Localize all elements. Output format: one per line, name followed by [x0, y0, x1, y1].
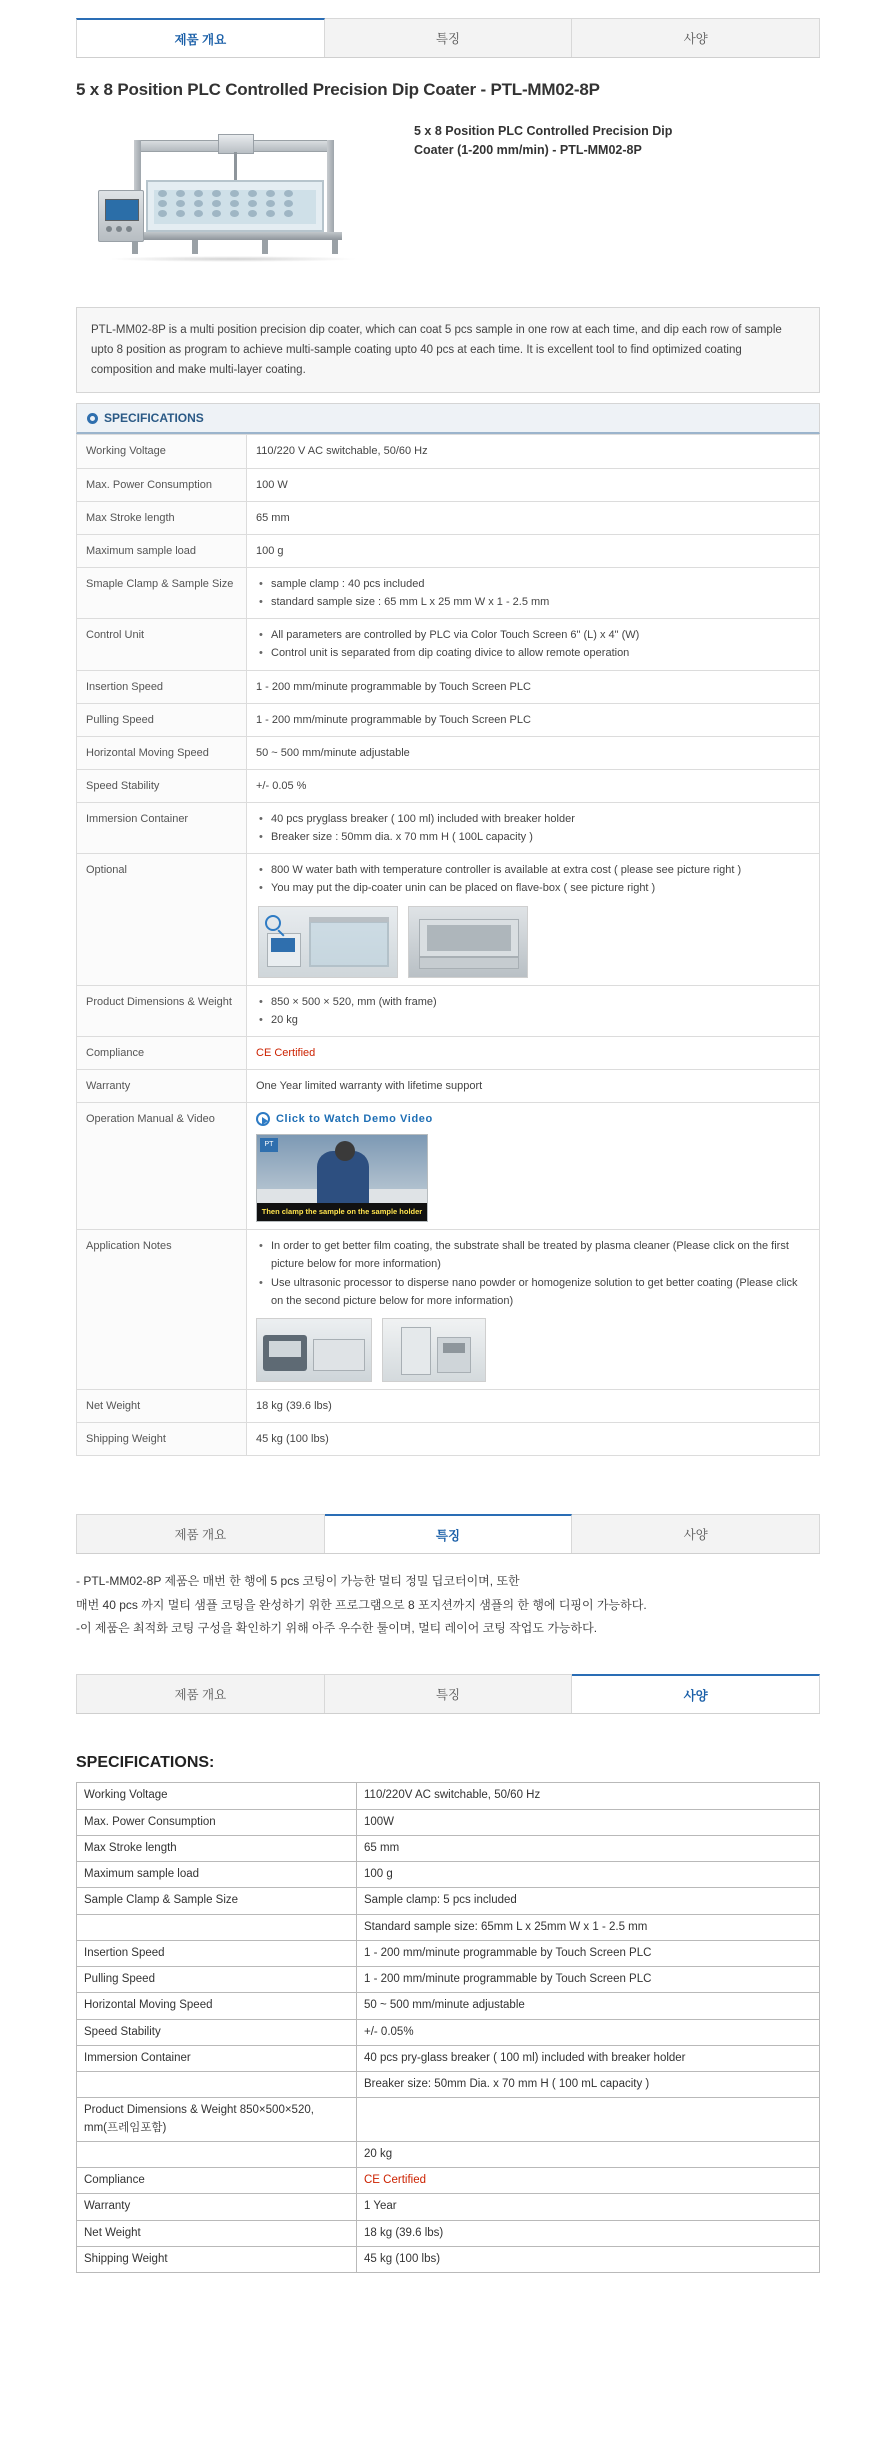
table-row	[77, 769, 820, 802]
table-row	[77, 1070, 820, 1103]
bullet-ring-icon	[87, 413, 98, 424]
spec-value: 100 W	[247, 468, 820, 501]
table-row	[77, 1036, 820, 1069]
tab-specs[interactable]	[572, 1674, 820, 1713]
tab-label: 특징	[435, 32, 461, 46]
spec-value: Sample clamp: 5 pcs included	[357, 1888, 820, 1914]
spec-value: 100 g	[247, 534, 820, 567]
tabbar-specs	[76, 1674, 820, 1714]
tab-features[interactable]	[325, 18, 573, 57]
tab-label: 사양	[683, 1528, 708, 1543]
spec-value: 50 ~ 500 mm/minute adjustable	[247, 736, 820, 769]
spec-bullet: • All parameters are controlled by PLC via Color Touch Screen 6" (L) x 4" (W)	[269, 626, 810, 644]
optional-images	[256, 906, 810, 978]
spec-bullet: • Control unit is separated from dip coating divice to allow remote operation	[269, 644, 810, 662]
table-row	[77, 736, 820, 769]
compliance-value: CE Certified	[357, 2168, 820, 2194]
specifications-table	[76, 434, 820, 1456]
spec-key: Immersion Container	[77, 803, 247, 854]
table-row	[77, 1230, 820, 1390]
spec-value: 20 kg	[357, 2141, 820, 2167]
table-row	[77, 1835, 820, 1861]
spec-value	[247, 803, 820, 854]
brand-logo: PT	[260, 1138, 278, 1152]
spec-value	[247, 854, 820, 985]
spec-key: Application Notes	[77, 1230, 247, 1390]
spec-value: 1 - 200 mm/minute programmable by Touch Screen PLC	[247, 670, 820, 703]
spec-value: 1 Year	[357, 2194, 820, 2220]
control-panel	[98, 190, 144, 242]
spec-key: Compliance	[77, 2168, 357, 2194]
spec-key: Speed Stability	[77, 769, 247, 802]
spec-key: Speed Stability	[77, 2019, 357, 2045]
specifications-header	[76, 403, 820, 434]
table-row	[77, 619, 820, 670]
spec-bullet: • 800 W water bath with temperature controller is available at extra cost ( please see picture right )	[269, 861, 810, 879]
spec-key: Product Dimensions & Weight 850×500×520, mm(프레임포함)	[77, 2098, 357, 2142]
spec-key: Shipping Weight	[77, 1423, 247, 1456]
table-row	[77, 1809, 820, 1835]
watch-demo-video-link[interactable]	[256, 1110, 810, 1128]
spec-value: 1 - 200 mm/minute programmable by Touch Screen PLC	[247, 703, 820, 736]
product-page	[0, 18, 896, 2273]
table-row	[77, 985, 820, 1036]
video-caption: Then clamp the sample on the sample holder	[257, 1203, 427, 1221]
specifications-header-label: SPECIFICATIONS	[104, 411, 204, 426]
spec-value: 18 kg (39.6 lbs)	[357, 2220, 820, 2246]
spec-key: Warranty	[77, 1070, 247, 1103]
tab-label: 사양	[683, 1689, 708, 1704]
water-bath-photo[interactable]	[258, 906, 398, 978]
table-row	[77, 567, 820, 618]
spec-key: Compliance	[77, 1036, 247, 1069]
table-row	[77, 854, 820, 985]
spec-key: Product Dimensions & Weight	[77, 985, 247, 1036]
spec-value: 1 - 200 mm/minute programmable by Touch Screen PLC	[357, 1967, 820, 1993]
video-link-label: Click to Watch Demo Video	[276, 1113, 433, 1126]
spec-bullet: • 20 kg	[269, 1011, 810, 1029]
spec-key: Optional	[77, 854, 247, 985]
specifications-table-bottom	[76, 1782, 820, 2273]
spec-key: Control Unit	[77, 619, 247, 670]
tab-label: 제품 개요	[174, 1528, 227, 1543]
features-text	[76, 1570, 820, 1640]
table-row	[77, 2194, 820, 2220]
compliance-value: CE Certified	[247, 1036, 820, 1069]
tab-label: 사양	[683, 32, 708, 46]
spec-key: Max Stroke length	[77, 501, 247, 534]
spec-value	[247, 985, 820, 1036]
table-row	[77, 435, 820, 468]
tab-overview[interactable]	[76, 18, 325, 57]
feature-line: 매번 40 pcs 까지 멀티 샘플 코팅을 완성하기 위한 프로그램으로 8 포지션까지 샘플의 한 행에 디핑이 가능하다.	[76, 1597, 647, 1612]
spec-value: 50 ~ 500 mm/minute adjustable	[357, 1993, 820, 2019]
spec-bullet: • sample clamp : 40 pcs included	[269, 575, 810, 593]
zoom-icon[interactable]	[265, 915, 281, 931]
dip-coater-illustration	[98, 128, 368, 258]
table-row	[77, 501, 820, 534]
table-row	[77, 1103, 820, 1230]
flave-box-photo[interactable]	[408, 906, 528, 978]
table-row	[77, 2098, 820, 2142]
spec-key: Operation Manual & Video	[77, 1103, 247, 1230]
spec-key: Insertion Speed	[77, 670, 247, 703]
spec-value: Standard sample size: 65mm L x 25mm W x 1 - 2.5 mm	[357, 1914, 820, 1940]
tabbar-overview	[76, 18, 820, 58]
spec-key: Net Weight	[77, 2220, 357, 2246]
table-row	[77, 2019, 820, 2045]
table-row	[77, 1862, 820, 1888]
tab-label: 특징	[435, 1688, 461, 1703]
spec-value: 45 kg (100 lbs)	[357, 2246, 820, 2272]
table-row	[77, 1389, 820, 1422]
hero-section	[76, 114, 820, 279]
spec-key: Insertion Speed	[77, 1940, 357, 1966]
table-row	[77, 703, 820, 736]
page-title: 5 x 8 Position PLC Controlled Precision Dip Coater - PTL-MM02-8P	[76, 80, 600, 99]
ultrasonic-processor-photo[interactable]	[382, 1318, 486, 1382]
spec-bullet: • Use ultrasonic processor to disperse nano powder or homogenize solution to get better coating (Please click on the second picture below for more information)	[269, 1274, 810, 1310]
tab-label: 제품 개요	[174, 1688, 227, 1703]
tab-label: 특징	[435, 1529, 461, 1544]
spec-key: Max. Power Consumption	[77, 1809, 357, 1835]
spec-key: Smaple Clamp & Sample Size	[77, 567, 247, 618]
spec-value	[247, 567, 820, 618]
hero-caption: 5 x 8 Position PLC Controlled Precision Dip Coater (1-200 mm/min) - PTL-MM02-8P	[414, 124, 673, 157]
spec-value: One Year limited warranty with lifetime support	[247, 1070, 820, 1103]
spec-value: 65 mm	[247, 501, 820, 534]
table-row	[77, 2141, 820, 2167]
plasma-cleaner-photo[interactable]	[256, 1318, 372, 1382]
spec-value	[247, 619, 820, 670]
spec-value: 110/220 V AC switchable, 50/60 Hz	[247, 435, 820, 468]
spec-key: Max. Power Consumption	[77, 468, 247, 501]
spec-bullet: • Breaker size : 50mm dia. x 70 mm H ( 100L capacity )	[269, 828, 810, 846]
spec-value: 45 kg (100 lbs)	[247, 1423, 820, 1456]
tabbar-features	[76, 1514, 820, 1554]
tab-overview[interactable]	[76, 1514, 325, 1553]
spec-bullet: • In order to get better film coating, the substrate shall be treated by plasma cleaner (Please click on the first picture below for more information)	[269, 1237, 810, 1273]
specifications-title: SPECIFICATIONS:	[76, 1754, 215, 1772]
spec-value: 18 kg (39.6 lbs)	[247, 1389, 820, 1422]
spec-key: Horizontal Moving Speed	[77, 736, 247, 769]
spec-key: Pulling Speed	[77, 703, 247, 736]
spec-key: Shipping Weight	[77, 2246, 357, 2272]
table-row	[77, 1993, 820, 2019]
spec-key: Maximum sample load	[77, 534, 247, 567]
spec-value: 40 pcs pry-glass breaker ( 100 ml) included with breaker holder	[357, 2045, 820, 2071]
product-description: PTL-MM02-8P is a multi position precision dip coater, which can coat 5 pcs sample in one row at each time, and dip each row of sample upto 8 position as program to achieve multi-sample coating upto 40 pcs at each time. It is excellent tool to find optimized coating composition and make multi-layer coating.	[76, 307, 820, 393]
table-row	[77, 2168, 820, 2194]
tab-features[interactable]	[325, 1514, 573, 1553]
tab-overview[interactable]	[76, 1674, 325, 1713]
table-row	[77, 468, 820, 501]
table-row	[77, 1967, 820, 1993]
table-row	[77, 803, 820, 854]
spec-bullet: • standard sample size : 65 mm L x 25 mm W x 1 - 2.5 mm	[269, 593, 810, 611]
spec-value	[357, 2098, 820, 2142]
spec-key	[77, 2141, 357, 2167]
spec-value: 100W	[357, 1809, 820, 1835]
spec-key: Horizontal Moving Speed	[77, 1993, 357, 2019]
feature-line: -이 제품은 최적화 코팅 구성을 확인하기 위해 아주 우수한 툴이며, 멀티 레이어 코팅 작업도 가능하다.	[76, 1620, 598, 1635]
spec-key: Sample Clamp & Sample Size	[77, 1888, 357, 1914]
spec-key: Maximum sample load	[77, 1862, 357, 1888]
table-row	[77, 2246, 820, 2272]
table-row	[77, 534, 820, 567]
tab-label: 제품 개요	[174, 33, 227, 47]
spec-key	[77, 1914, 357, 1940]
spec-key: Immersion Container	[77, 2045, 357, 2071]
tab-features[interactable]	[325, 1674, 573, 1713]
spec-key	[77, 2072, 357, 2098]
spec-value: 100 g	[357, 1862, 820, 1888]
spec-bullet: • 850 × 500 × 520, mm (with frame)	[269, 993, 810, 1011]
spec-value: 1 - 200 mm/minute programmable by Touch Screen PLC	[357, 1940, 820, 1966]
spec-value: Breaker size: 50mm Dia. x 70 mm H ( 100 mL capacity )	[357, 2072, 820, 2098]
application-images	[256, 1318, 810, 1382]
spec-bullet: • You may put the dip-coater unin can be placed on flave-box ( see picture right )	[269, 879, 810, 897]
spec-value: +/- 0.05%	[357, 2019, 820, 2045]
spec-key: Working Voltage	[77, 1783, 357, 1809]
spec-bullet: • 40 pcs pryglass breaker ( 100 ml) included with breaker holder	[269, 810, 810, 828]
feature-line: - PTL-MM02-8P 제품은 매번 한 행에 5 pcs 코팅이 가능한 멀티 정밀 딥코터이며, 또한	[76, 1574, 520, 1589]
spec-value	[247, 1230, 820, 1390]
table-row	[77, 670, 820, 703]
tab-specs[interactable]	[572, 18, 820, 57]
table-row	[77, 2045, 820, 2071]
spec-key: Pulling Speed	[77, 1967, 357, 1993]
sample-holes	[158, 190, 308, 220]
table-row	[77, 1940, 820, 1966]
spec-value: 65 mm	[357, 1835, 820, 1861]
table-row	[77, 2220, 820, 2246]
spec-key: Max Stroke length	[77, 1835, 357, 1861]
spec-value: +/- 0.05 %	[247, 769, 820, 802]
table-row	[77, 1783, 820, 1809]
product-photo	[76, 114, 396, 279]
spec-key: Working Voltage	[77, 435, 247, 468]
spec-value: 110/220V AC switchable, 50/60 Hz	[357, 1783, 820, 1809]
table-row	[77, 1914, 820, 1940]
spec-value	[247, 1103, 820, 1230]
spec-key: Net Weight	[77, 1389, 247, 1422]
table-row	[77, 1423, 820, 1456]
tab-specs[interactable]	[572, 1514, 820, 1553]
spec-key: Warranty	[77, 2194, 357, 2220]
play-icon	[256, 1112, 270, 1126]
table-row	[77, 2072, 820, 2098]
demo-video-thumbnail[interactable]	[256, 1134, 428, 1222]
table-row	[77, 1888, 820, 1914]
